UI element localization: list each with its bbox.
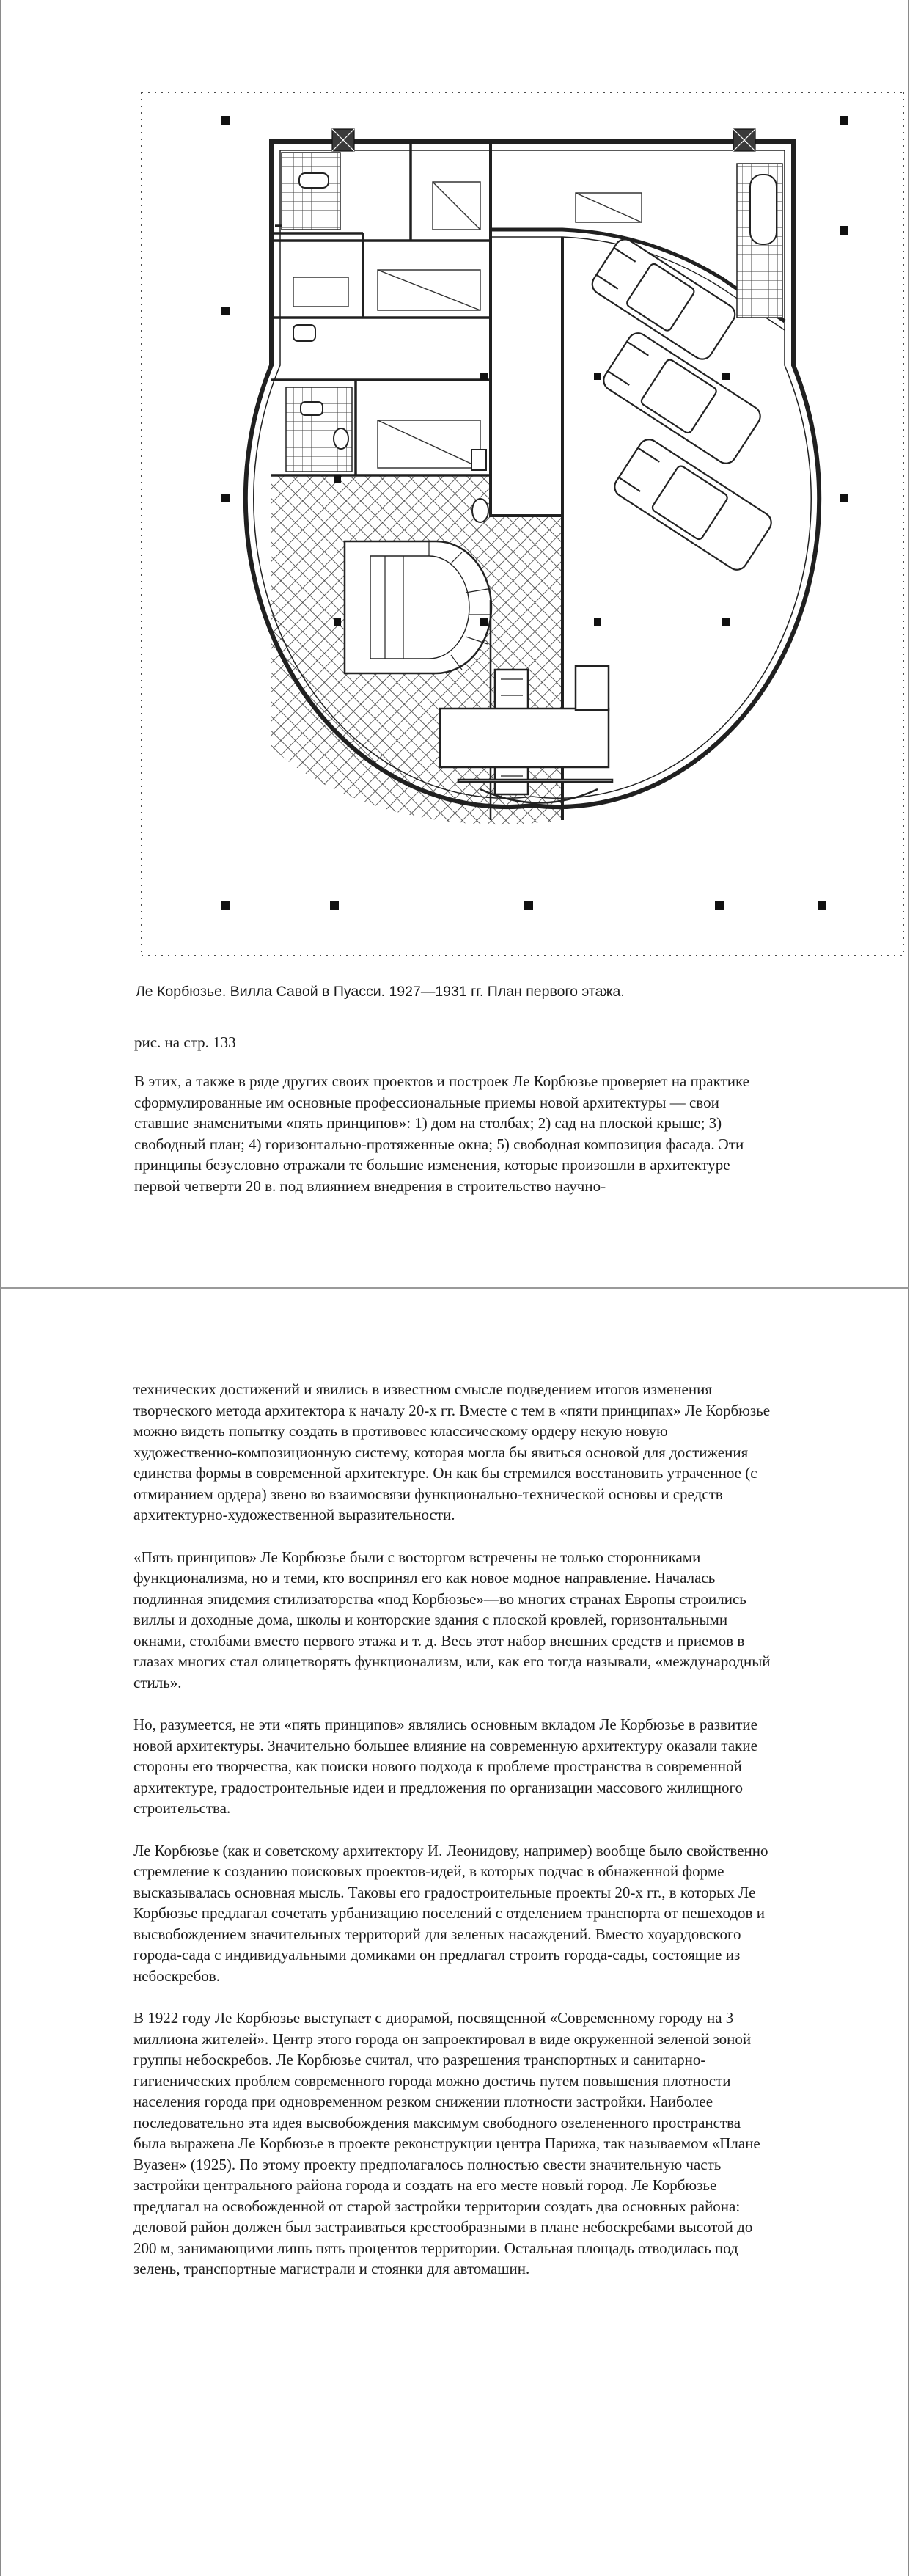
paragraph: Ле Корбюзье (как и советскому архитектору И. Леонидову, например) вообще было свойственно стремление к созданию поисковых проектов-идей, в которых подчас в обнаженной форме высказывалась основная мысль. Таковы его градостроительные проекты 20-х гг., в которых Ле Корбюзье предлагал сочетать урбанизацию поселений с отделением транспорта от пешеходов и высвобождением значительных территорий для зеленых насаждений. Вместо хоуардовского города-сада с индивидуальными домиками он предлагал строить города-сады, состоящие из небоскребов. bbox=[133, 1841, 768, 1985]
villa-savoye-floor-plan bbox=[136, 87, 909, 963]
figure-caption: Ле Корбюзье. Вилла Савой в Пуасси. 1927—1931 гг. План первого этажа. bbox=[136, 984, 625, 1000]
spiral-staircase bbox=[345, 541, 491, 673]
paragraph: В 1922 году Ле Корбюзье выступает с диорамой, посвященной «Современному городу на 3 миллиона жителей». Центр этого города он запроектировал в виде окруженной зеленой зоной группы небоскребов. Ле Корбюзье считал, что разрешения транспортных и санитарно-гигиенических проблем современного города можно достичь путем повышения плотности населения города при одновременном резком снижении плотности застройки. Наиболее последовательно эта идея высвобождения максимум свободного озелененного пространства была выражена Ле Корбюзье в проекте реконструкции центра Парижа, так называемом «Плане Вуазен» (1925). По этому проекту предполагалось полностью свести значительную часть застройки центрального района города и создать на его месте новый город. Ле Корбюзье предлагал на освобожденной от старой застройки территории создать два основных района: деловой район должен был застраиваться крестообразными в плане небоскребами высотой до 200 м, занимающими лишь пять процентов территории. Остальная площадь отводилась под зелень, транспортные магистрали и стоянки для автомашин. bbox=[133, 2009, 760, 2277]
floor-plan-drawing bbox=[136, 87, 909, 963]
page-1 bbox=[0, 0, 909, 1288]
page-1-body-text bbox=[134, 1071, 765, 1196]
paragraph: Но, разумеется, не эти «пять принципов» являлись основным вкладом Ле Корбюзье в развитие новой архитектуры. Значительно большее влияние на современную архитектуру оказали такие стороны его творчества, как поиски нового подхода к проблеме пространства в современной архитектуре, градостроительные идеи и предложения по организации массового жилищного строительства. bbox=[133, 1716, 757, 1817]
figure-page-reference: рис. на стр. 133 bbox=[134, 1033, 236, 1051]
paragraph: «Пять принципов» Ле Корбюзье были с восторгом встречены не только сторонниками функционализма, но и теми, кто воспринял его как новое модное направление. Началась подлинная эпидемия стилизаторства «под Корбюзье»—во многих странах Европы строились виллы и доходные дома, школы и конторские здания с плоской кровлей, горизонтальными окнами, столбами вместо первого этажа и т. д. Весь этот набор внешних средств и приемов в глазах многих стал олицетворять функционализм, или, как его тогда называли, «международный стиль». bbox=[133, 1548, 771, 1691]
paragraph: В этих, а также в ряде других своих проектов и построек Ле Корбюзье проверяет на практике сформулированные им основные профессиональные приемы новой архитектуры — свои ставшие знаменитыми «пять принципов»: 1) дом на столбах; 2) сад на плоской крыше; 3) свободный план; 4) горизонтально-протяженные окна; 5) свободная композиция фасада. Эти принципы безусловно отражали те большие изменения, которые произошли в архитектуре первой четверти 20 в. под влиянием внедрения в строительство научно- bbox=[134, 1072, 749, 1195]
paragraph: технических достижений и явились в известном смысле подведением итогов изменения творческого метода архитектора к началу 20-х гг. Вместе с тем в «пяти принципах» Ле Корбюзье можно видеть попытку создать в противовес классическому ордеру некую новую художественно-композиционную систему, которая могла бы явиться основой для достижения единства формы в современной архитектуре. Он как бы стремился восстановить утраченное (с отмиранием ордера) звено во взаимосвязи функционально-технической основы и средств архитектурно-художественной выразительности. bbox=[133, 1380, 771, 1523]
page-2-body-text bbox=[133, 1379, 773, 2301]
